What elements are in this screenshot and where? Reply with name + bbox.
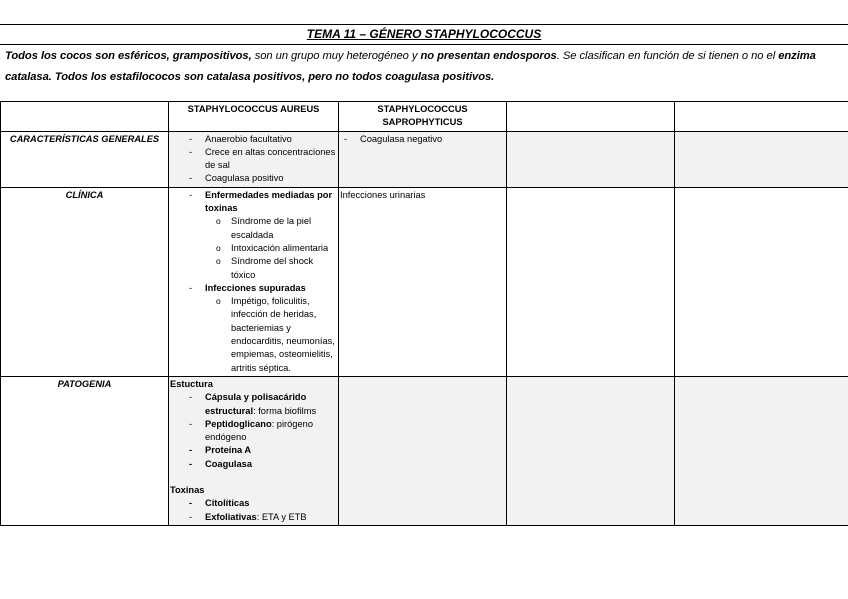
bullet-list <box>170 189 337 375</box>
sub-list <box>205 295 337 375</box>
sub-list-item: o Impétigo, foliculitis, infección de heridas, bacteriemias y endocarditis, neumonías, empiemas, osteomielitis, artritis séptica. <box>205 295 337 375</box>
comparison-table <box>0 101 848 526</box>
empty-cell <box>675 187 848 376</box>
list-item: - Coagulasa <box>170 458 337 471</box>
list-item: - Coagulasa negativo <box>325 133 505 146</box>
term: Peptidoglicano <box>205 418 272 429</box>
section-heading: Toxinas <box>170 485 205 496</box>
header-cell-empty <box>507 102 675 132</box>
list-item: - Anaerobio facultativo <box>170 133 337 146</box>
intro-text-1: son un grupo muy heterogéneo y <box>251 50 421 62</box>
title-bar <box>0 24 848 45</box>
sub-list-item: o Intoxicación alimentaria <box>205 242 337 255</box>
intro-bold-1: Todos los cocos son esféricos, grampositivos, <box>5 50 252 62</box>
group-heading: Infecciones supuradas <box>205 282 306 293</box>
term-desc: : forma biofilms <box>253 405 317 416</box>
sub-list-item: o Síndrome de la piel escaldada <box>205 215 337 242</box>
list-item <box>170 418 337 445</box>
empty-cell <box>507 131 675 187</box>
term-desc: : pirógeno endógeno <box>205 418 313 443</box>
cell-aureus-caracteristicas <box>169 131 339 187</box>
header-cell-empty <box>1 102 169 132</box>
term-desc: : ETA y ETB <box>256 511 307 522</box>
list-item <box>170 511 337 524</box>
spacer <box>170 471 337 484</box>
intro-paragraph <box>5 46 847 88</box>
cell-saprophyticus-clinica: Infecciones urinarias <box>339 187 507 376</box>
intro-text-2: . Se clasifican en función de si tienen o no el <box>556 50 779 62</box>
empty-cell <box>675 131 848 187</box>
intro-bold-3: enzima catalasa. Todos los estafilococos son catalasa positivos, pero no todos coagulasa positivos. <box>5 50 816 83</box>
table-row <box>1 376 848 525</box>
row-label-clinica: CLÍNICA <box>1 187 169 376</box>
empty-cell <box>675 376 848 525</box>
bullet-list <box>325 133 505 146</box>
bullet-list <box>170 391 337 471</box>
sub-list <box>205 215 337 281</box>
list-item: - Coagulasa positivo <box>170 172 337 185</box>
list-item <box>170 282 337 375</box>
empty-cell <box>339 376 507 525</box>
term: Cápsula y polisacárido estructural <box>205 392 307 416</box>
cell-saprophyticus-caracteristicas <box>339 131 507 187</box>
row-label-caracteristicas: CARACTERÍSTICAS GENERALES <box>1 131 169 187</box>
row-label-patogenia: PATOGENIA <box>1 376 169 525</box>
cell-aureus-clinica <box>169 187 339 376</box>
header-cell-empty <box>675 102 848 132</box>
section-heading: Estuctura <box>170 378 213 389</box>
cell-aureus-patogenia <box>169 376 339 525</box>
empty-cell <box>507 376 675 525</box>
bullet-list <box>170 133 337 186</box>
intro-bold-2: no presentan endosporos <box>420 50 557 62</box>
page-title: TEMA 11 – GÉNERO STAPHYLOCOCCUS <box>306 27 542 41</box>
header-aureus: STAPHYLOCOCCUS AUREUS <box>169 102 339 132</box>
empty-cell <box>507 187 675 376</box>
sub-list-item: o Síndrome del shock tóxico <box>205 255 337 282</box>
table-row <box>1 187 848 376</box>
list-item <box>170 391 337 418</box>
list-item: - Proteína A <box>170 444 337 457</box>
list-item: - Crece en altas concentraciones de sal <box>170 146 337 173</box>
group-heading: Enfermedades mediadas por toxinas <box>205 189 333 214</box>
table-row <box>1 131 848 187</box>
list-item <box>170 189 337 282</box>
table-header-row <box>1 102 848 132</box>
bullet-list <box>170 497 337 524</box>
header-saprophyticus: STAPHYLOCOCCUS SAPROPHYTICUS <box>339 102 507 132</box>
list-item: - Citolíticas <box>170 497 337 510</box>
term: Exfoliativas <box>205 511 257 522</box>
